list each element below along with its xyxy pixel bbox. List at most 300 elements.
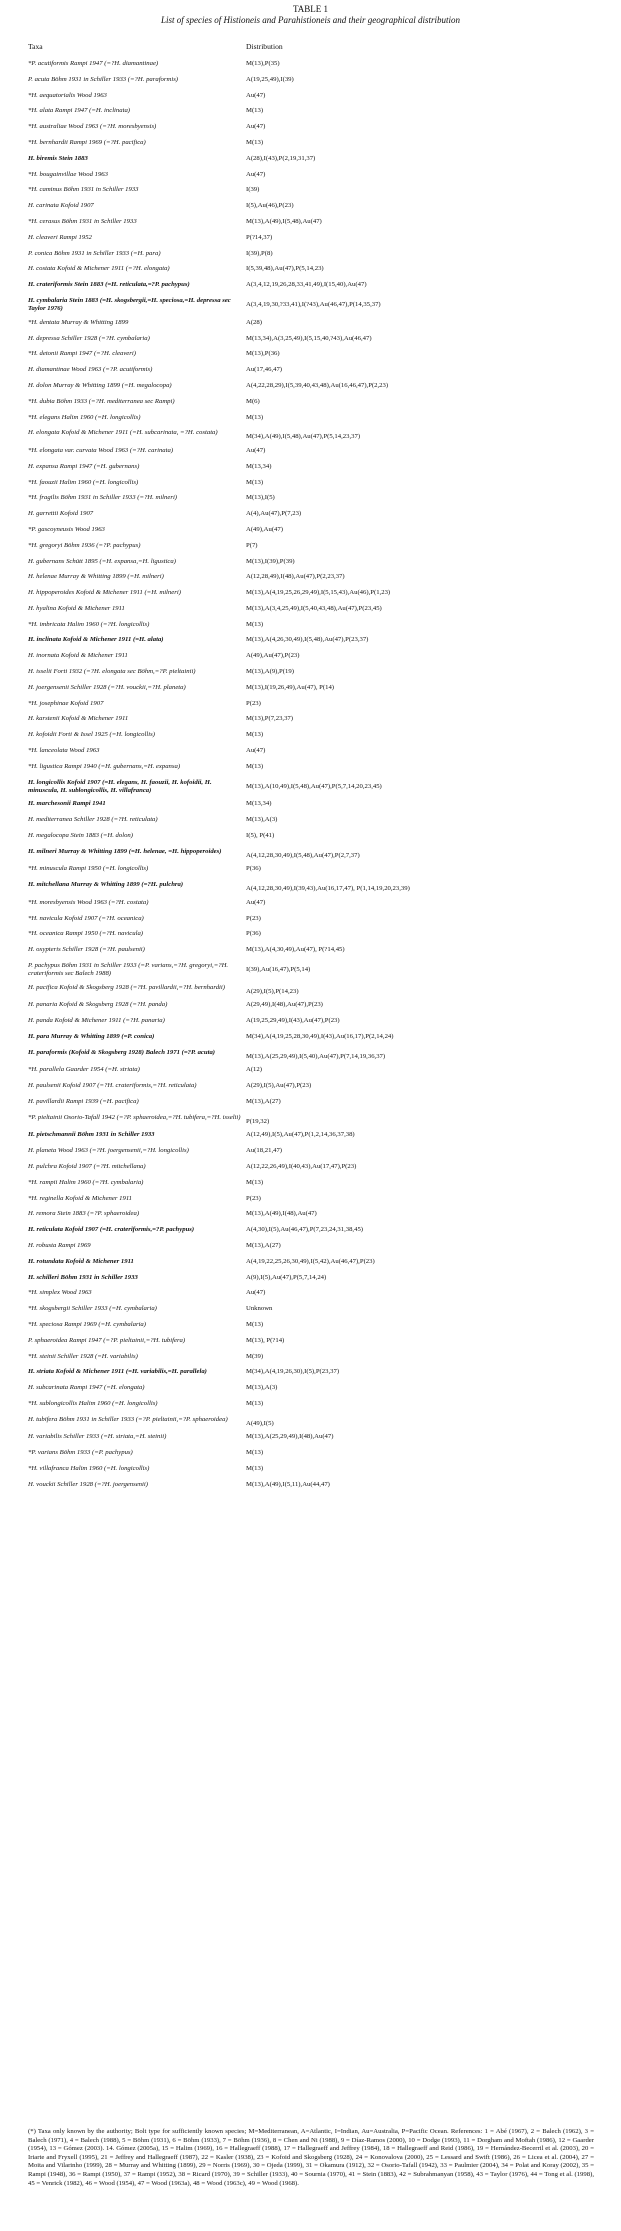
taxon-cell bbox=[28, 1400, 246, 1408]
header-taxa: Taxa bbox=[28, 41, 43, 51]
table-row bbox=[28, 899, 598, 907]
distribution-cell: M(13),A(49),I(5,48),Au(47) bbox=[246, 217, 322, 225]
table-row bbox=[28, 1368, 598, 1376]
table-row bbox=[28, 382, 598, 390]
distribution-cell: M(6) bbox=[246, 397, 260, 405]
taxon-cell bbox=[28, 429, 246, 437]
table-row bbox=[28, 763, 598, 771]
taxon-name: *H. alata Rampi 1947 (=H. inclinata) bbox=[28, 107, 131, 115]
taxon-cell bbox=[28, 684, 246, 692]
table-row bbox=[28, 398, 598, 406]
table-row bbox=[28, 1400, 598, 1408]
taxon-cell bbox=[28, 779, 246, 795]
distribution-cell: A(19,25,49),I(39) bbox=[246, 75, 294, 83]
taxon-name: *H. bernhardii Rampi 1969 (=?H. pacifica) bbox=[28, 138, 146, 146]
table-row bbox=[28, 510, 598, 518]
taxon-cell bbox=[28, 1481, 246, 1489]
taxon-cell bbox=[28, 1066, 246, 1074]
taxon-name: H. isselii Forti 1932 (=?H. elongata sec Böhm,=?P. pieltainii) bbox=[28, 668, 196, 676]
taxon-name: *H. imbricata Halim 1960 (=?H. longicollis) bbox=[28, 620, 150, 628]
table-row bbox=[28, 1163, 598, 1171]
table-row bbox=[28, 1481, 598, 1489]
taxon-cell bbox=[28, 1384, 246, 1392]
table-row bbox=[28, 494, 598, 502]
taxon-name: *H. reginella Kofoid & Michener 1911 bbox=[28, 1194, 133, 1202]
table-row bbox=[28, 573, 598, 581]
table-row bbox=[28, 186, 598, 194]
distribution-cell: M(13),P(7,23,37) bbox=[246, 715, 293, 723]
distribution-cell: M(13) bbox=[246, 731, 264, 739]
taxon-cell bbox=[28, 414, 246, 422]
taxon-name: H. cleaveri Rampi 1952 bbox=[28, 233, 92, 241]
taxon-name: H. milneri Murray & Whitting 1899 (=H. helenae, =H. hippoperoides) bbox=[28, 847, 222, 855]
table-row bbox=[28, 684, 598, 692]
taxon-name: *H. oceanica Rampi 1950 (=?H. navicula) bbox=[28, 930, 144, 938]
table-row bbox=[28, 865, 598, 873]
taxon-cell bbox=[28, 526, 246, 534]
taxon-name: H. kofoidii Forti & Issel 1925 (=H. longicollis) bbox=[28, 731, 155, 739]
taxon-name: P. pachypus Böhm 1931 in Schiller 1933 (=P. varians,=?H. gregoryi,=?H. crateriformis sec Balech 1988) bbox=[28, 962, 229, 978]
distribution-cell: A(49),I(5) bbox=[246, 1419, 274, 1427]
taxon-cell bbox=[28, 1289, 246, 1297]
distribution-cell: I(5), P(41) bbox=[246, 832, 275, 840]
taxon-name: *H. elegans Halim 1960 (=H. longicollis) bbox=[28, 413, 141, 421]
distribution-cell: M(13) bbox=[246, 1320, 264, 1328]
distribution-cell: M(13),I(5) bbox=[246, 494, 275, 502]
distribution-cell: Au(47) bbox=[246, 1289, 266, 1297]
table-row bbox=[28, 281, 598, 289]
table-row bbox=[28, 1433, 598, 1441]
taxon-cell bbox=[28, 1337, 246, 1345]
taxon-cell bbox=[28, 1305, 246, 1313]
table-header-row bbox=[28, 38, 598, 54]
taxon-cell bbox=[28, 265, 246, 273]
table-row bbox=[28, 779, 598, 795]
distribution-cell: P(19,32) bbox=[246, 1117, 270, 1125]
taxon-name: *H. ligustica Rampi 1940 (=H. gubernans,=H. expansa) bbox=[28, 762, 181, 770]
taxon-name: H. robusta Rampi 1969 bbox=[28, 1241, 91, 1249]
taxon-name: H. pietschmannii Böhm 1931 in Schiller 1933 bbox=[28, 1131, 155, 1139]
table-row bbox=[28, 881, 598, 893]
taxon-name: H. mitchellana Murray & Whitting 1899 (=?H. pulchra) bbox=[28, 881, 184, 889]
taxon-name: *H. navicula Kofoid 1907 (=?H. oceanica) bbox=[28, 914, 144, 922]
taxon-cell bbox=[28, 1195, 246, 1203]
table-row bbox=[28, 123, 598, 131]
table-row bbox=[28, 1465, 598, 1473]
taxon-name: H. garrettii Kofoid 1907 bbox=[28, 510, 94, 518]
distribution-cell: M(13,34) bbox=[246, 800, 272, 808]
table-row bbox=[28, 542, 598, 550]
distribution-cell: M(13) bbox=[246, 138, 264, 146]
taxon-name: H. dolon Murray & Whitting 1899 (=H. megalocopa) bbox=[28, 381, 172, 389]
distribution-cell: Au(47) bbox=[246, 747, 266, 755]
table-row bbox=[28, 319, 598, 327]
taxon-cell bbox=[28, 60, 246, 68]
taxon-name: H. subcarinata Rampi 1947 (=H. elongata) bbox=[28, 1384, 145, 1392]
distribution-cell: A(9),I(5),Au(47),P(5,7,14,24) bbox=[246, 1273, 327, 1281]
distribution-cell: A(12,22,26,49),I(40,43),Au(17,47),P(23) bbox=[246, 1162, 357, 1170]
taxon-name: H. panaria Kofoid & Skogsberg 1928 (=?H. panda) bbox=[28, 1001, 168, 1009]
table-row bbox=[28, 60, 598, 68]
distribution-cell: Au(47) bbox=[246, 170, 266, 178]
distribution-cell: I(5,39,48),Au(47),P(5,14,23) bbox=[246, 265, 324, 273]
distribution-cell: I(5),Au(46),P(23) bbox=[246, 202, 294, 210]
table-row bbox=[28, 1321, 598, 1329]
distribution-cell: M(13),A(4,19,25,26,29,49),I(5,15,43),Au(46),P(1,23) bbox=[246, 589, 391, 597]
distribution-cell: M(13,34),A(3,25,49),I(5,15,40,?43),Au(46,47) bbox=[246, 334, 372, 342]
taxon-cell bbox=[28, 1226, 246, 1234]
taxon-name: *H. cerasus Böhm 1931 in Schiller 1933 bbox=[28, 217, 137, 225]
table-row bbox=[28, 652, 598, 660]
taxon-name: H. inclinata Kofoid & Michener 1911 (=H. alata) bbox=[28, 636, 164, 644]
taxon-cell bbox=[28, 510, 246, 518]
distribution-cell: M(13),A(27) bbox=[246, 1097, 281, 1105]
taxon-name: *H. fragilis Böhm 1931 in Schiller 1933 (=?H. milneri) bbox=[28, 494, 178, 502]
distribution-cell: A(29),I(5),P(14,23) bbox=[246, 987, 299, 995]
distribution-cell: P(?14,37) bbox=[246, 233, 273, 241]
taxon-cell bbox=[28, 1098, 246, 1106]
distribution-cell: P(7) bbox=[246, 541, 258, 549]
table-row bbox=[28, 668, 598, 676]
table-footnote: (*) Taxa only known by the authority; Bolt type for sufficiently known species; M=Mediterranean, A=Atlantic, I=Indian, Au=Australia, P=Pacific Ocean. References: 1 = Abé (1967), 2 = Balech (1962), 3 = Balech (1971), 4 = Balech (1988), 5 = Böhm (1931), 6 = Böhm (1933), 7 = Böhm (1936), 8 = Chen and Ni (1988), 9 = Díaz-Ramos (2000), 10 = Dodge (1993), 11 = Dorgham and Moftah (1986), 12 = Gaarder (1954), 13 = Gómez (2003). 14. Gómez (2005a), 15 = Halim (1969), 16 = Hallegraeff (1988), 17 = Hallegraeff and Jeffrey (1984), 18 = Hallegraeff and Reid (1986), 19 = Hernández-Becerril et al. (2003), 20 = Iriarte and Fryxell (1995), 21 = Jeffrey and Hallegraeff (1987), 22 = Kasler (1938), 23 = Kofoid and Skogsberg (1928), 24 = Konovalova (2000), 25 = Lessard and Swift (1986), 26 = Licea et al. (2004), 27 = Moita and Vilarinho (1999), 28 = Murray and Whitting (1899), 29 = Norris (1969), 30 = Ojeda (1999), 31 = Okamura (1912), 32 = Osorio-Tafall (1942), 33 = Paulmier (2004), 34 = Polat and Koray (2002), 35 = Rampi (1948), 36 = Rampi (1950), 37 = Rampi (1952), 38 = Ricard (1970), 39 = Schiller (1933), 40 = Sournia (1970), 41 = Stein (1883), 42 = Subrahmanyan (1958), 43 = Taylor (1976), 44 = Tong et al. (1998), 45 = Venrick (1982), 46 = Wood (1954), 47 = Wood (1963a), 48 = Wood (1963c), 49 = Wood (1968). bbox=[28, 2128, 594, 2187]
distribution-cell: M(34),A(4,19,25,28,30,49),I(43),Au(16,17),P(2,14,24) bbox=[246, 1033, 394, 1040]
table-row bbox=[28, 800, 598, 808]
distribution-cell: P(36) bbox=[246, 865, 261, 873]
taxon-cell bbox=[28, 463, 246, 471]
distribution-cell: M(13) bbox=[246, 478, 264, 486]
table-row bbox=[28, 350, 598, 358]
taxon-name: H. oxypteris Schiller 1928 (=?H. paulsenii) bbox=[28, 946, 145, 954]
taxon-name: H. planeta Wood 1963 (=?H. joergensenii,=?H. longicollis) bbox=[28, 1147, 189, 1155]
taxon-name: H. gubernans Schütt 1895 (=H. expansa,=H. ligustica) bbox=[28, 557, 176, 565]
distribution-cell: Au(47) bbox=[246, 898, 266, 906]
table-row bbox=[28, 1098, 598, 1106]
taxon-name: *H. villafranca Halim 1960 (=H. longicollis) bbox=[28, 1464, 150, 1472]
distribution-cell: M(13) bbox=[246, 1178, 264, 1186]
table-row bbox=[28, 747, 598, 755]
table-row bbox=[28, 218, 598, 226]
taxon-name: H. helenae Murray & Whitting 1899 (=H. milneri) bbox=[28, 573, 164, 581]
distribution-cell: M(13),P(36) bbox=[246, 350, 280, 358]
taxon-cell bbox=[28, 1433, 246, 1441]
taxon-cell bbox=[28, 202, 246, 210]
distribution-cell: Au(47) bbox=[246, 91, 266, 99]
taxon-name: H. mediterranea Schiller 1928 (=?H. reticulata) bbox=[28, 816, 158, 824]
distribution-cell: A(49),Au(47) bbox=[246, 525, 283, 533]
table-row bbox=[28, 1353, 598, 1361]
taxon-cell bbox=[28, 1449, 246, 1457]
taxon-name: *H. lanceolata Wood 1963 bbox=[28, 747, 100, 755]
species-table bbox=[28, 38, 598, 1497]
table-row bbox=[28, 636, 598, 644]
taxon-name: H. inornata Kofoid & Michener 1911 bbox=[28, 652, 128, 660]
table-row bbox=[28, 1274, 598, 1282]
taxon-name: H. pacifica Kofoid & Skogsberg 1928 (=?H. pavillardii,=?H. bernhardii) bbox=[28, 983, 226, 991]
taxon-cell bbox=[28, 1163, 246, 1171]
distribution-cell: Au(47) bbox=[246, 446, 266, 454]
table-row bbox=[28, 700, 598, 708]
distribution-cell: A(28) bbox=[246, 318, 262, 326]
taxon-cell bbox=[28, 636, 246, 644]
table-row bbox=[28, 139, 598, 147]
table-row bbox=[28, 265, 598, 273]
distribution-cell: A(3,4,12,19,26,28,33,41,49),I(15,40),Au(47) bbox=[246, 281, 367, 289]
distribution-cell: A(4,19,22,25,26,30,49),I(5,42),Au(46,47),P(23) bbox=[246, 1257, 375, 1265]
distribution-cell: M(13),A(49),I(5,11),Au(44,47) bbox=[246, 1480, 330, 1488]
taxon-name: *H. dentata Murray & Whitting 1899 bbox=[28, 318, 129, 326]
distribution-cell: A(3,4,19,30,?33,41),I(?43),Au(46,47),P(14,35,37) bbox=[246, 300, 381, 308]
table-row bbox=[28, 447, 598, 455]
taxon-name: H. paulsenii Kofoid 1907 (=?H. crateriformis,=?H. reticulata) bbox=[28, 1082, 197, 1090]
taxon-cell bbox=[28, 447, 246, 455]
table-row bbox=[28, 429, 598, 441]
taxon-name: *H. rampii Halim 1960 (=?H. cymbalaria) bbox=[28, 1178, 144, 1186]
distribution-cell: M(13),A(49),I(48),Au(47) bbox=[246, 1210, 317, 1218]
taxon-cell bbox=[28, 350, 246, 358]
taxon-name: H. vouckii Schiller 1928 (=?H. joergensenii) bbox=[28, 1480, 148, 1488]
taxon-cell bbox=[28, 1353, 246, 1361]
taxon-cell bbox=[28, 382, 246, 390]
table-row bbox=[28, 605, 598, 613]
distribution-cell: M(13),A(27) bbox=[246, 1241, 281, 1249]
header-distribution: Distribution bbox=[246, 41, 283, 51]
table-row bbox=[28, 202, 598, 210]
table-row bbox=[28, 335, 598, 343]
table-row bbox=[28, 1289, 598, 1297]
distribution-cell: M(13),A(3) bbox=[246, 816, 278, 824]
distribution-cell: A(4,22,28,29),I(5,39,40,43,48),Au(16,46,47),P(2,23) bbox=[246, 381, 389, 389]
taxon-cell bbox=[28, 250, 246, 258]
table-row bbox=[28, 234, 598, 242]
distribution-cell: M(39) bbox=[246, 1352, 264, 1360]
taxon-cell bbox=[28, 1321, 246, 1329]
table-title: TABLE 1 bbox=[292, 4, 329, 14]
taxon-cell bbox=[28, 1082, 246, 1090]
taxon-name: *H. caminus Böhm 1931 in Schiller 1933 bbox=[28, 186, 139, 194]
table-row bbox=[28, 1131, 598, 1139]
distribution-cell: M(13),A(25,29,49),I(48),Au(47) bbox=[246, 1433, 334, 1441]
taxon-name: *P. gascoyneusis Wood 1963 bbox=[28, 525, 105, 533]
distribution-cell: M(13) bbox=[246, 762, 264, 770]
table-row bbox=[28, 1066, 598, 1074]
taxon-name: *H. elongata var. curvata Wood 1963 (=?H. carinata) bbox=[28, 446, 174, 454]
distribution-cell: A(12) bbox=[246, 1066, 262, 1074]
taxon-cell bbox=[28, 366, 246, 374]
distribution-cell: A(28),I(43),P(2,19,31,37) bbox=[246, 154, 316, 162]
taxon-cell bbox=[28, 494, 246, 502]
taxon-name: P. conica Böhm 1931 in Schiller 1933 (=H. para) bbox=[28, 249, 161, 257]
distribution-cell: A(4,30),I(5),Au(46,47),P(7,23,24,31,38,45) bbox=[246, 1226, 364, 1234]
taxon-name: *H. aequatorialis Wood 1963 bbox=[28, 91, 107, 99]
taxon-cell bbox=[28, 763, 246, 771]
table-row bbox=[28, 1049, 598, 1061]
taxon-name: *H. sublongicollis Halim 1960 (=H. longicollis) bbox=[28, 1399, 158, 1407]
distribution-cell: M(13),A(25,29,49),I(5,40),Au(47),P(7,14,19,36,37) bbox=[246, 1052, 386, 1060]
distribution-cell: M(13),I(19,26,49),Au(47), P(14) bbox=[246, 683, 335, 691]
taxon-name: H. cymbalaria Stein 1883 (=H. skogsbergii,=H. speciosa,=H. depressa sec Taylor 1976) bbox=[28, 296, 231, 313]
table-row bbox=[28, 1226, 598, 1234]
taxon-cell bbox=[28, 1258, 246, 1266]
taxon-cell bbox=[28, 930, 246, 938]
distribution-cell: M(13),P(35) bbox=[246, 60, 280, 67]
taxon-name: H. tubifera Böhm 1931 in Schiller 1933 (=?P. pieltainii,=?P. sphaeroidea) bbox=[28, 1415, 228, 1423]
table-row bbox=[28, 621, 598, 629]
taxon-cell bbox=[28, 962, 246, 978]
taxon-cell bbox=[28, 1114, 246, 1122]
taxon-name: *H. australiae Wood 1963 (=?H. moresbyensis) bbox=[28, 123, 157, 131]
taxon-name: *H. josephinae Kofoid 1907 bbox=[28, 699, 104, 707]
table-row bbox=[28, 1179, 598, 1187]
taxon-cell bbox=[28, 747, 246, 755]
table-row bbox=[28, 479, 598, 487]
taxon-name: H. striata Kofoid & Michener 1911 (=H. variabilis,=H. parallela) bbox=[28, 1368, 207, 1376]
taxon-name: H. expansa Rampi 1947 (=H. gubernans) bbox=[28, 462, 140, 470]
taxon-name: *P. varians Böhm 1933 (=P. pachypus) bbox=[28, 1449, 133, 1457]
table-row bbox=[28, 731, 598, 739]
table-row bbox=[28, 915, 598, 923]
distribution-cell: M(13) bbox=[246, 1399, 264, 1407]
table-row bbox=[28, 715, 598, 723]
table-row bbox=[28, 92, 598, 100]
taxon-name: *H. speciosa Rampi 1969 (=H. cymbalaria) bbox=[28, 1320, 146, 1328]
taxon-cell bbox=[28, 1179, 246, 1187]
distribution-cell: I(39) bbox=[246, 186, 260, 194]
table-row bbox=[28, 1001, 598, 1009]
taxon-name: H. joergensenii Schiller 1928 (=?H. vouckii,=?H. planeta) bbox=[28, 683, 186, 691]
taxon-name: H. costata Kofoid & Michener 1911 (=?H. elongata) bbox=[28, 265, 170, 273]
distribution-cell: P(23) bbox=[246, 1194, 261, 1202]
taxon-cell bbox=[28, 984, 246, 992]
taxon-cell bbox=[28, 731, 246, 739]
table-row bbox=[28, 366, 598, 374]
taxon-cell bbox=[28, 398, 246, 406]
table-row bbox=[28, 250, 598, 258]
table-row bbox=[28, 414, 598, 422]
taxon-cell bbox=[28, 1210, 246, 1218]
taxon-cell bbox=[28, 573, 246, 581]
table-subtitle: List of species of Histioneis and Parahistioneis and their geographical distribution bbox=[161, 15, 460, 25]
distribution-cell: M(13), P(?14) bbox=[246, 1336, 285, 1344]
taxon-cell bbox=[28, 1131, 246, 1139]
taxon-name: *H. minuscula Rampi 1950 (=H. longicollis) bbox=[28, 865, 149, 873]
taxon-cell bbox=[28, 1017, 246, 1025]
taxon-name: H. panda Kofoid & Michener 1911 (=?H. panaria) bbox=[28, 1017, 165, 1025]
taxon-name: H. para Murray & Whitting 1899 (=P. conica) bbox=[28, 1033, 155, 1040]
taxon-name: *H. parallela Gaarder 1954 (=H. striata) bbox=[28, 1066, 140, 1074]
table-row bbox=[28, 107, 598, 115]
distribution-cell: A(4),Au(47),P(7,23) bbox=[246, 510, 302, 518]
taxon-cell bbox=[28, 335, 246, 343]
distribution-cell: M(34),A(49),I(5,48),Au(47),P(5,14,23,37) bbox=[246, 433, 361, 441]
distribution-cell: Au(18,21,47) bbox=[246, 1147, 283, 1155]
taxon-name: H. longicollis Kofoid 1907 (=H. elegans, H. faouzii, H. kofoidii, H. minuscula, H. sublongicollis, H. villafranca) bbox=[28, 778, 212, 794]
taxon-cell bbox=[28, 1242, 246, 1250]
taxon-cell bbox=[28, 899, 246, 907]
distribution-cell: I(39),P(8) bbox=[246, 249, 273, 257]
taxon-cell bbox=[28, 155, 246, 163]
taxon-name: H. karstenii Kofoid & Michener 1911 bbox=[28, 715, 129, 723]
distribution-cell: M(13),A(4,26,30,49),I(5,48),Au(47),P(23,37) bbox=[246, 636, 369, 644]
distribution-cell: P(36) bbox=[246, 930, 261, 938]
taxon-name: H. megalocopa Stein 1883 (=H. dolon) bbox=[28, 832, 133, 840]
distribution-cell: M(13),A(9),P(19) bbox=[246, 668, 294, 676]
taxon-cell bbox=[28, 171, 246, 179]
taxon-cell bbox=[28, 832, 246, 840]
distribution-cell: A(29,49),I(48),Au(47),P(23) bbox=[246, 1001, 323, 1009]
distribution-cell: M(13),A(3,4,25,49),I(5,40,43,48),Au(47),P(23,45) bbox=[246, 604, 382, 612]
taxon-name: *H. simplex Wood 1963 bbox=[28, 1289, 92, 1297]
taxon-cell bbox=[28, 621, 246, 629]
distribution-cell: A(4,12,28,30,49),I(5,48),Au(47),P(2,7,37) bbox=[246, 851, 360, 859]
table-row bbox=[28, 946, 598, 954]
distribution-cell: M(34),A(4,19,26,30),I(5),P(23,37) bbox=[246, 1368, 340, 1376]
taxon-cell bbox=[28, 1416, 246, 1424]
distribution-cell: A(4,12,28,30,49),I(39,43),Au(16,17,47), P(1,14,19,20,23,39) bbox=[246, 885, 410, 893]
table-row bbox=[28, 1337, 598, 1345]
taxon-cell bbox=[28, 76, 246, 84]
taxon-name: H. marchesonii Rampi 1941 bbox=[28, 800, 106, 808]
table-row bbox=[28, 1033, 598, 1041]
taxon-name: *H. steinii Schiller 1928 (=H. variabilis) bbox=[28, 1352, 138, 1360]
table-row bbox=[28, 984, 598, 996]
taxon-cell bbox=[28, 700, 246, 708]
taxon-name: P. sphaeroidea Rampi 1947 (=?P. pieltainii,=?H. tubifera) bbox=[28, 1336, 186, 1344]
distribution-cell: M(13),A(3) bbox=[246, 1384, 278, 1392]
table-row bbox=[28, 1449, 598, 1457]
distribution-cell: A(12,28,49),I(48),Au(47),P(2,23,37) bbox=[246, 573, 345, 581]
table-caption bbox=[0, 0, 621, 26]
taxon-cell bbox=[28, 605, 246, 613]
table-row bbox=[28, 1082, 598, 1090]
taxon-cell bbox=[28, 218, 246, 226]
taxon-cell bbox=[28, 1049, 246, 1057]
taxon-cell bbox=[28, 881, 246, 889]
table-row bbox=[28, 76, 598, 84]
distribution-cell: I(39),Au(16,47),P(5,14) bbox=[246, 966, 311, 974]
taxon-name: H. biremis Stein 1883 bbox=[28, 154, 88, 162]
distribution-cell: M(13),A(10,49),I(5,48),Au(47),P(5,7,14,20,23,45) bbox=[246, 782, 382, 790]
taxon-cell bbox=[28, 123, 246, 131]
taxon-cell bbox=[28, 542, 246, 550]
table-row bbox=[28, 832, 598, 840]
taxon-name: H. pavillardii Rampi 1939 (=H. pacifica) bbox=[28, 1097, 139, 1105]
taxon-name: H. depressa Schiller 1928 (=?H. cymbalaria) bbox=[28, 334, 150, 342]
taxon-cell bbox=[28, 281, 246, 289]
distribution-cell: M(13),I(39),P(39) bbox=[246, 557, 295, 565]
taxon-cell bbox=[28, 1368, 246, 1376]
distribution-cell: M(13) bbox=[246, 1464, 264, 1472]
taxon-name: H. hyalina Kofoid & Michener 1911 bbox=[28, 604, 125, 612]
table-row bbox=[28, 1384, 598, 1392]
table-row bbox=[28, 526, 598, 534]
table-body bbox=[28, 60, 598, 1489]
taxon-name: *H. bougainvillae Wood 1963 bbox=[28, 170, 108, 178]
taxon-cell bbox=[28, 668, 246, 676]
distribution-cell: A(29),I(5),Au(47),P(23) bbox=[246, 1082, 312, 1090]
taxon-cell bbox=[28, 816, 246, 824]
distribution-cell: P(23) bbox=[246, 914, 261, 922]
taxon-name: H. schilleri Böhm 1931 in Schiller 1933 bbox=[28, 1273, 138, 1281]
taxon-name: *H. detonii Rampi 1947 (=?H. cleaveri) bbox=[28, 350, 136, 358]
taxon-name: *H. gregoryi Böhm 1936 (=?P. pachypus) bbox=[28, 541, 141, 549]
distribution-cell: M(13) bbox=[246, 413, 264, 421]
taxon-cell bbox=[28, 92, 246, 100]
taxon-cell bbox=[28, 1465, 246, 1473]
table-row bbox=[28, 930, 598, 938]
taxon-name: H. paraformis (Kofoid & Skogsberg 1928) Balech 1971 (=?P. acuta) bbox=[28, 1048, 216, 1056]
taxon-cell bbox=[28, 1001, 246, 1009]
distribution-cell: Unknown bbox=[246, 1305, 273, 1313]
